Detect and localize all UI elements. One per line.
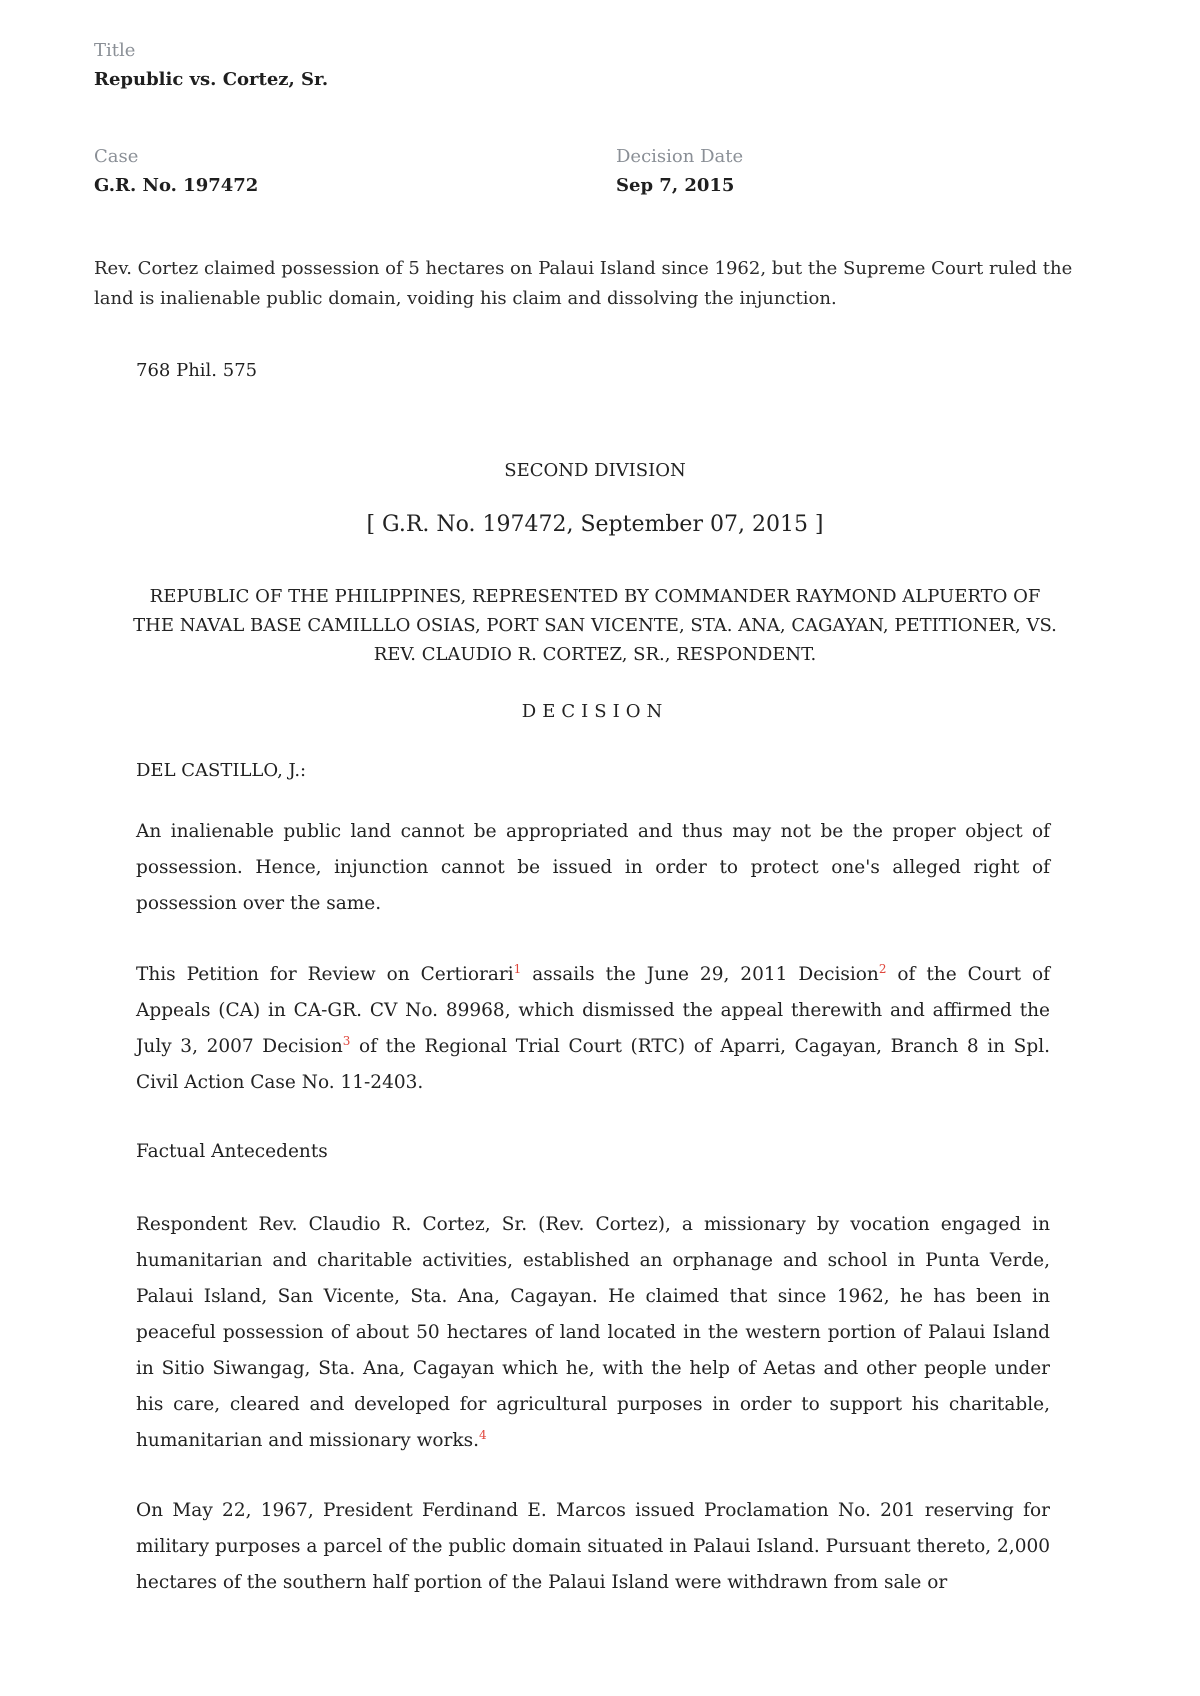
decision-date-value: Sep 7, 2015: [616, 175, 735, 196]
footnote-link-4[interactable]: 4: [478, 1427, 487, 1442]
footnote-link-1[interactable]: 1: [513, 961, 522, 976]
footnote-link-2[interactable]: 2: [878, 961, 887, 976]
decision-heading: DECISION: [521, 701, 669, 722]
paragraph-2-text-b: assails the June 29, 2011 Decision: [521, 964, 879, 985]
paragraph-2: [136, 957, 1050, 1101]
footnote-link-3[interactable]: 3: [342, 1033, 351, 1048]
case-label: Case: [94, 146, 139, 167]
decision-date-label: Decision Date: [616, 146, 744, 167]
title-value: Republic vs. Cortez, Sr.: [94, 69, 329, 90]
case-summary: Rev. Cortez claimed possession of 5 hectares on Palaui Island since 1962, but the Supreme Court ruled the land is inalienable public domain, voiding his claim and dissolving the injunction.: [94, 258, 1073, 309]
phil-citation: 768 Phil. 575: [136, 360, 258, 381]
division-heading: SECOND DIVISION: [504, 460, 686, 481]
case-value: G.R. No. 197472: [94, 175, 259, 196]
ponente: DEL CASTILLO, J.:: [136, 760, 307, 781]
case-parties: REPUBLIC OF THE PHILIPPINES, REPRESENTED BY COMMANDER RAYMOND ALPUERTO OF THE NAVAL BASE CAMILLLO OSIAS, PORT SAN VICENTE, STA. ANA, CAGAYAN, PETITIONER, VS. REV. CLAUDIO R. CORTEZ, SR., RESPONDENT.: [133, 586, 1057, 665]
paragraph-3: [136, 1207, 1050, 1459]
paragraph-1: An inalienable public land cannot be appropriated and thus may not be the proper object of possession. Hence, injunction cannot be issued in order to protect one's alleged right of possession over the same.: [136, 821, 1050, 914]
section-subheading: Factual Antecedents: [136, 1141, 328, 1162]
paragraph-2-text-a: This Petition for Review on Certiorari: [136, 964, 514, 985]
paragraph-2-text-d: of the Regional Trial Court (RTC) of Aparri, Cagayan, Branch 8 in Spl. Civil Action Case No. 11-2403.: [136, 1036, 1050, 1093]
gr-number-heading: [ G.R. No. 197472, September 07, 2015 ]: [366, 512, 824, 537]
title-label: Title: [94, 40, 136, 61]
paragraph-2-text-c: of the Court of Appeals (CA) in CA-GR. CV No. 89968, which dismissed the appeal therewith and affirmed the July 3, 2007 Decision: [136, 964, 1050, 1057]
paragraph-4: On May 22, 1967, President Ferdinand E. Marcos issued Proclamation No. 201 reserving for military purposes a parcel of the public domain situated in Palaui Island. Pursuant thereto, 2,000 hectares of the southern half portion of the Palaui Island were withdrawn from sale or: [136, 1500, 1050, 1593]
paragraph-3-text: Respondent Rev. Claudio R. Cortez, Sr. (Rev. Cortez), a missionary by vocation engaged in humanitarian and charitable activities, established an orphanage and school in Punta Verde, Palaui Island, San Vicente, Sta. Ana, Cagayan. He claimed that since 1962, he has been in peaceful possession of about 50 hectares of land located in the western portion of Palaui Island in Sitio Siwangag, Sta. Ana, Cagayan which he, with the help of Aetas and other people under his care, cleared and developed for agricultural purposes in order to support his charitable, humanitarian and missionary works.: [136, 1214, 1050, 1451]
